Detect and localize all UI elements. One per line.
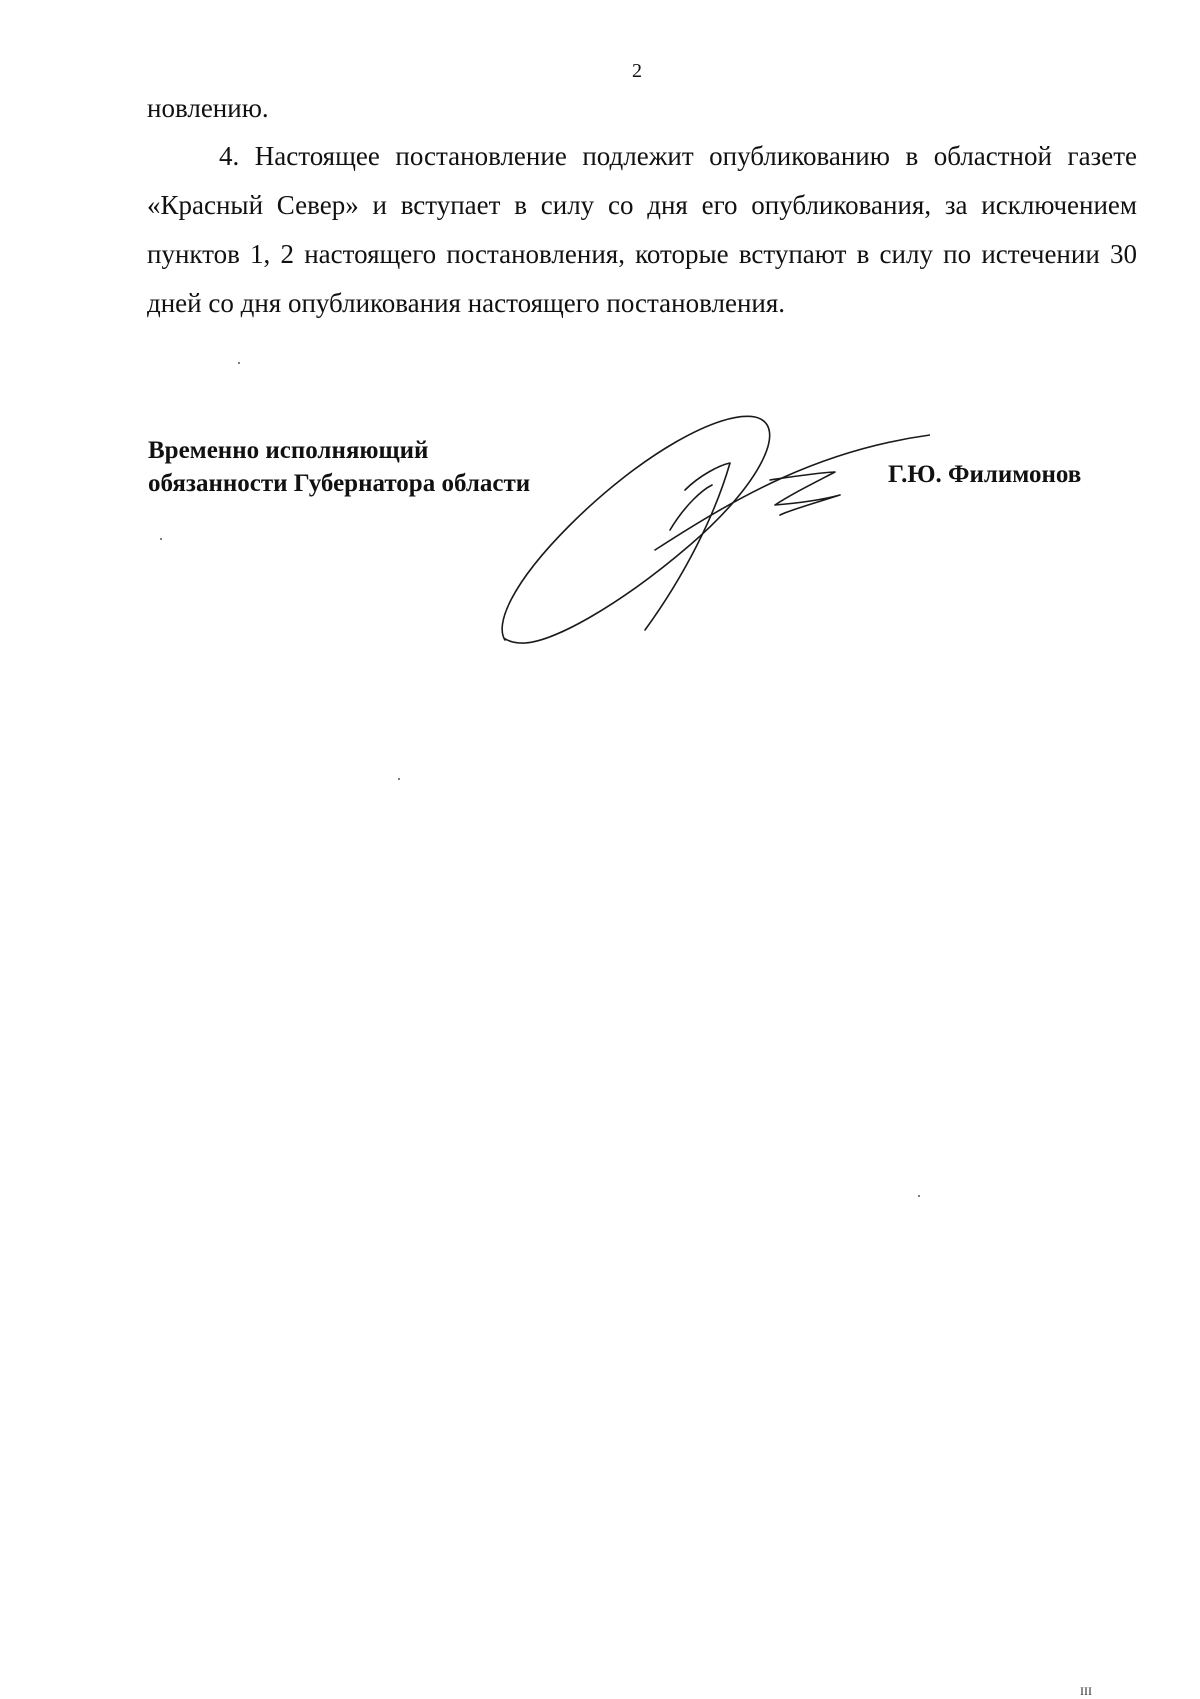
scan-speck: [398, 778, 400, 780]
signer-title-line-1: Временно исполняющий: [148, 437, 429, 464]
signer-title: [148, 434, 530, 500]
signature-icon: [490, 395, 930, 655]
paragraph-4: 4. Настоящее постановление подлежит опубликованию в областной газете «Красный Север» и вступает в силу со дня его опубликования, за исключением пунктов 1, 2 настоящего постановления, которые вступают в силу по истечении 30 дней со дня опубликования настоящего постановления.: [147, 141, 1137, 318]
continuation-text: новлению.: [147, 93, 269, 123]
scan-speck: [918, 1195, 920, 1197]
signer-name: Г.Ю. Филимонов: [888, 461, 1082, 488]
signer-title-line-2: обязанности Губернатора области: [148, 470, 531, 497]
page-number: 2: [632, 60, 642, 82]
scan-speck: [160, 538, 162, 540]
scan-edge-mark: III: [1080, 1684, 1092, 1698]
scan-speck: [238, 362, 240, 364]
